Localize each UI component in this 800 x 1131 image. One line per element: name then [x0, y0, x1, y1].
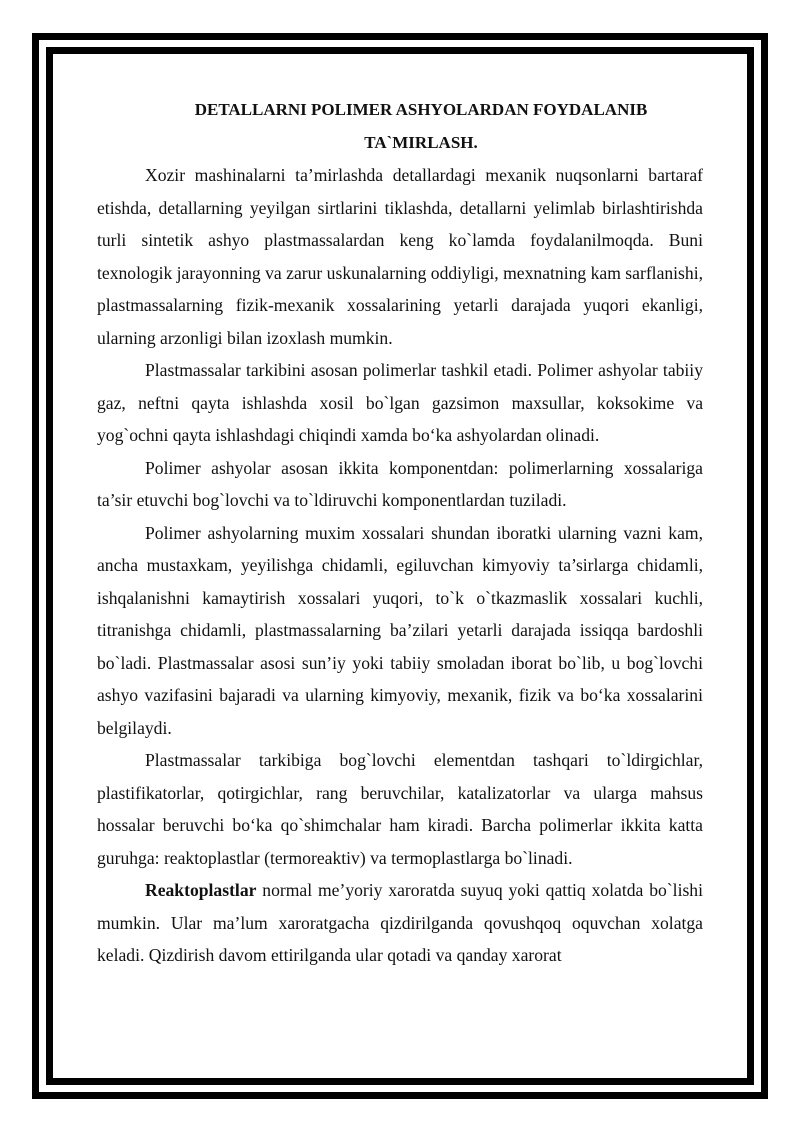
paragraph-text: Polimer ashyolarning muxim xossalari shundan iboratki ularning vazni kam, ancha mustaxkam, yeyilishga chidamli, egiluvchan kimyoviy ta’sirlarga chidamli, ishqalanishni kamaytirish xossalari yuqori, to`k o`tkazmaslik xossalari kuchli, titranishga chidamli, plastmassalarning ba’zilari yetarli darajada issiqqa bardoshli bo`ladi. Plastmassalar asosi sun’iy yoki tabiiy smoladan iborat bo`lib, u bog`lovchi ashyo vazifasini bajaradi va ularning kimyoviy, mexanik, fizik va bo‘ka xossalarini belgilaydi. [97, 522, 703, 738]
document-body [97, 94, 703, 972]
paragraph [97, 874, 703, 972]
paragraph [97, 354, 703, 452]
paragraph [97, 159, 703, 354]
paragraph-text: normal me’yoriy xaroratda suyuq yoki qattiq xolatda bo`lishi mumkin. Ular ma’lum xaroratgacha qizdirilganda qovushqoq oquvchan xolatga keladi. Qizdirish davom ettirilganda ular qotadi va qanday xarorat [97, 880, 703, 965]
document-title [97, 94, 703, 159]
title-line-1: DETALLARNI POLIMER ASHYOLARDAN FOYDALANIB [194, 100, 648, 119]
paragraph [97, 517, 703, 745]
paragraph [97, 452, 703, 517]
paragraph-text: Plastmassalar tarkibiga bog`lovchi elementdan tashqari to`ldirgichlar, plastifikatorlar, qotirgichlar, rang beruvchilar, katalizatorlar va ularga mahsus hossalar beruvchi bo‘ka qo`shimchalar ham kiradi. Barcha polimerlar ikkita katta guruhga: reaktoplastlar (termoreaktiv) va termoplastlarga bo`linadi. [97, 750, 703, 868]
title-line-2: TA`MIRLASH. [364, 132, 478, 152]
paragraph-lead-term: Reaktoplastlar [145, 880, 257, 900]
paragraph-text: Polimer ashyolar asosan ikkita komponentdan: polimerlarning xossalariga ta’sir etuvchi bog`lovchi va to`ldiruvchi komponentlardan tuziladi. [97, 457, 703, 510]
paragraph [97, 744, 703, 874]
paragraph-text: Xozir mashinalarni ta’mirlashda detallardagi mexanik nuqsonlarni bartaraf etishda, detallarning yeyilgan sirtlarini tiklashda, detallarni yelimlab birlashtirishda turli sintetik ashyo plastmassalardan keng ko`lamda foydalanilmoqda. Buni texnologik jarayonning va zarur uskunalarning oddiyligi, mexnatning kam sarflanishi, plastmassalarning fizik-mexanik xossalarining yetarli darajada yuqori ekanligi, ularning arzonligi bilan izoxlash mumkin. [97, 165, 703, 348]
paragraph-text: Plastmassalar tarkibini asosan polimerlar tashkil etadi. Polimer ashyolar tabiiy gaz, neftni qayta ishlashda xosil bo`lgan gazsimon maxsullar, koksokime va yog`ochni qayta ishlashdagi chiqindi xamda bo‘ka ashyolardan olinadi. [97, 360, 703, 445]
